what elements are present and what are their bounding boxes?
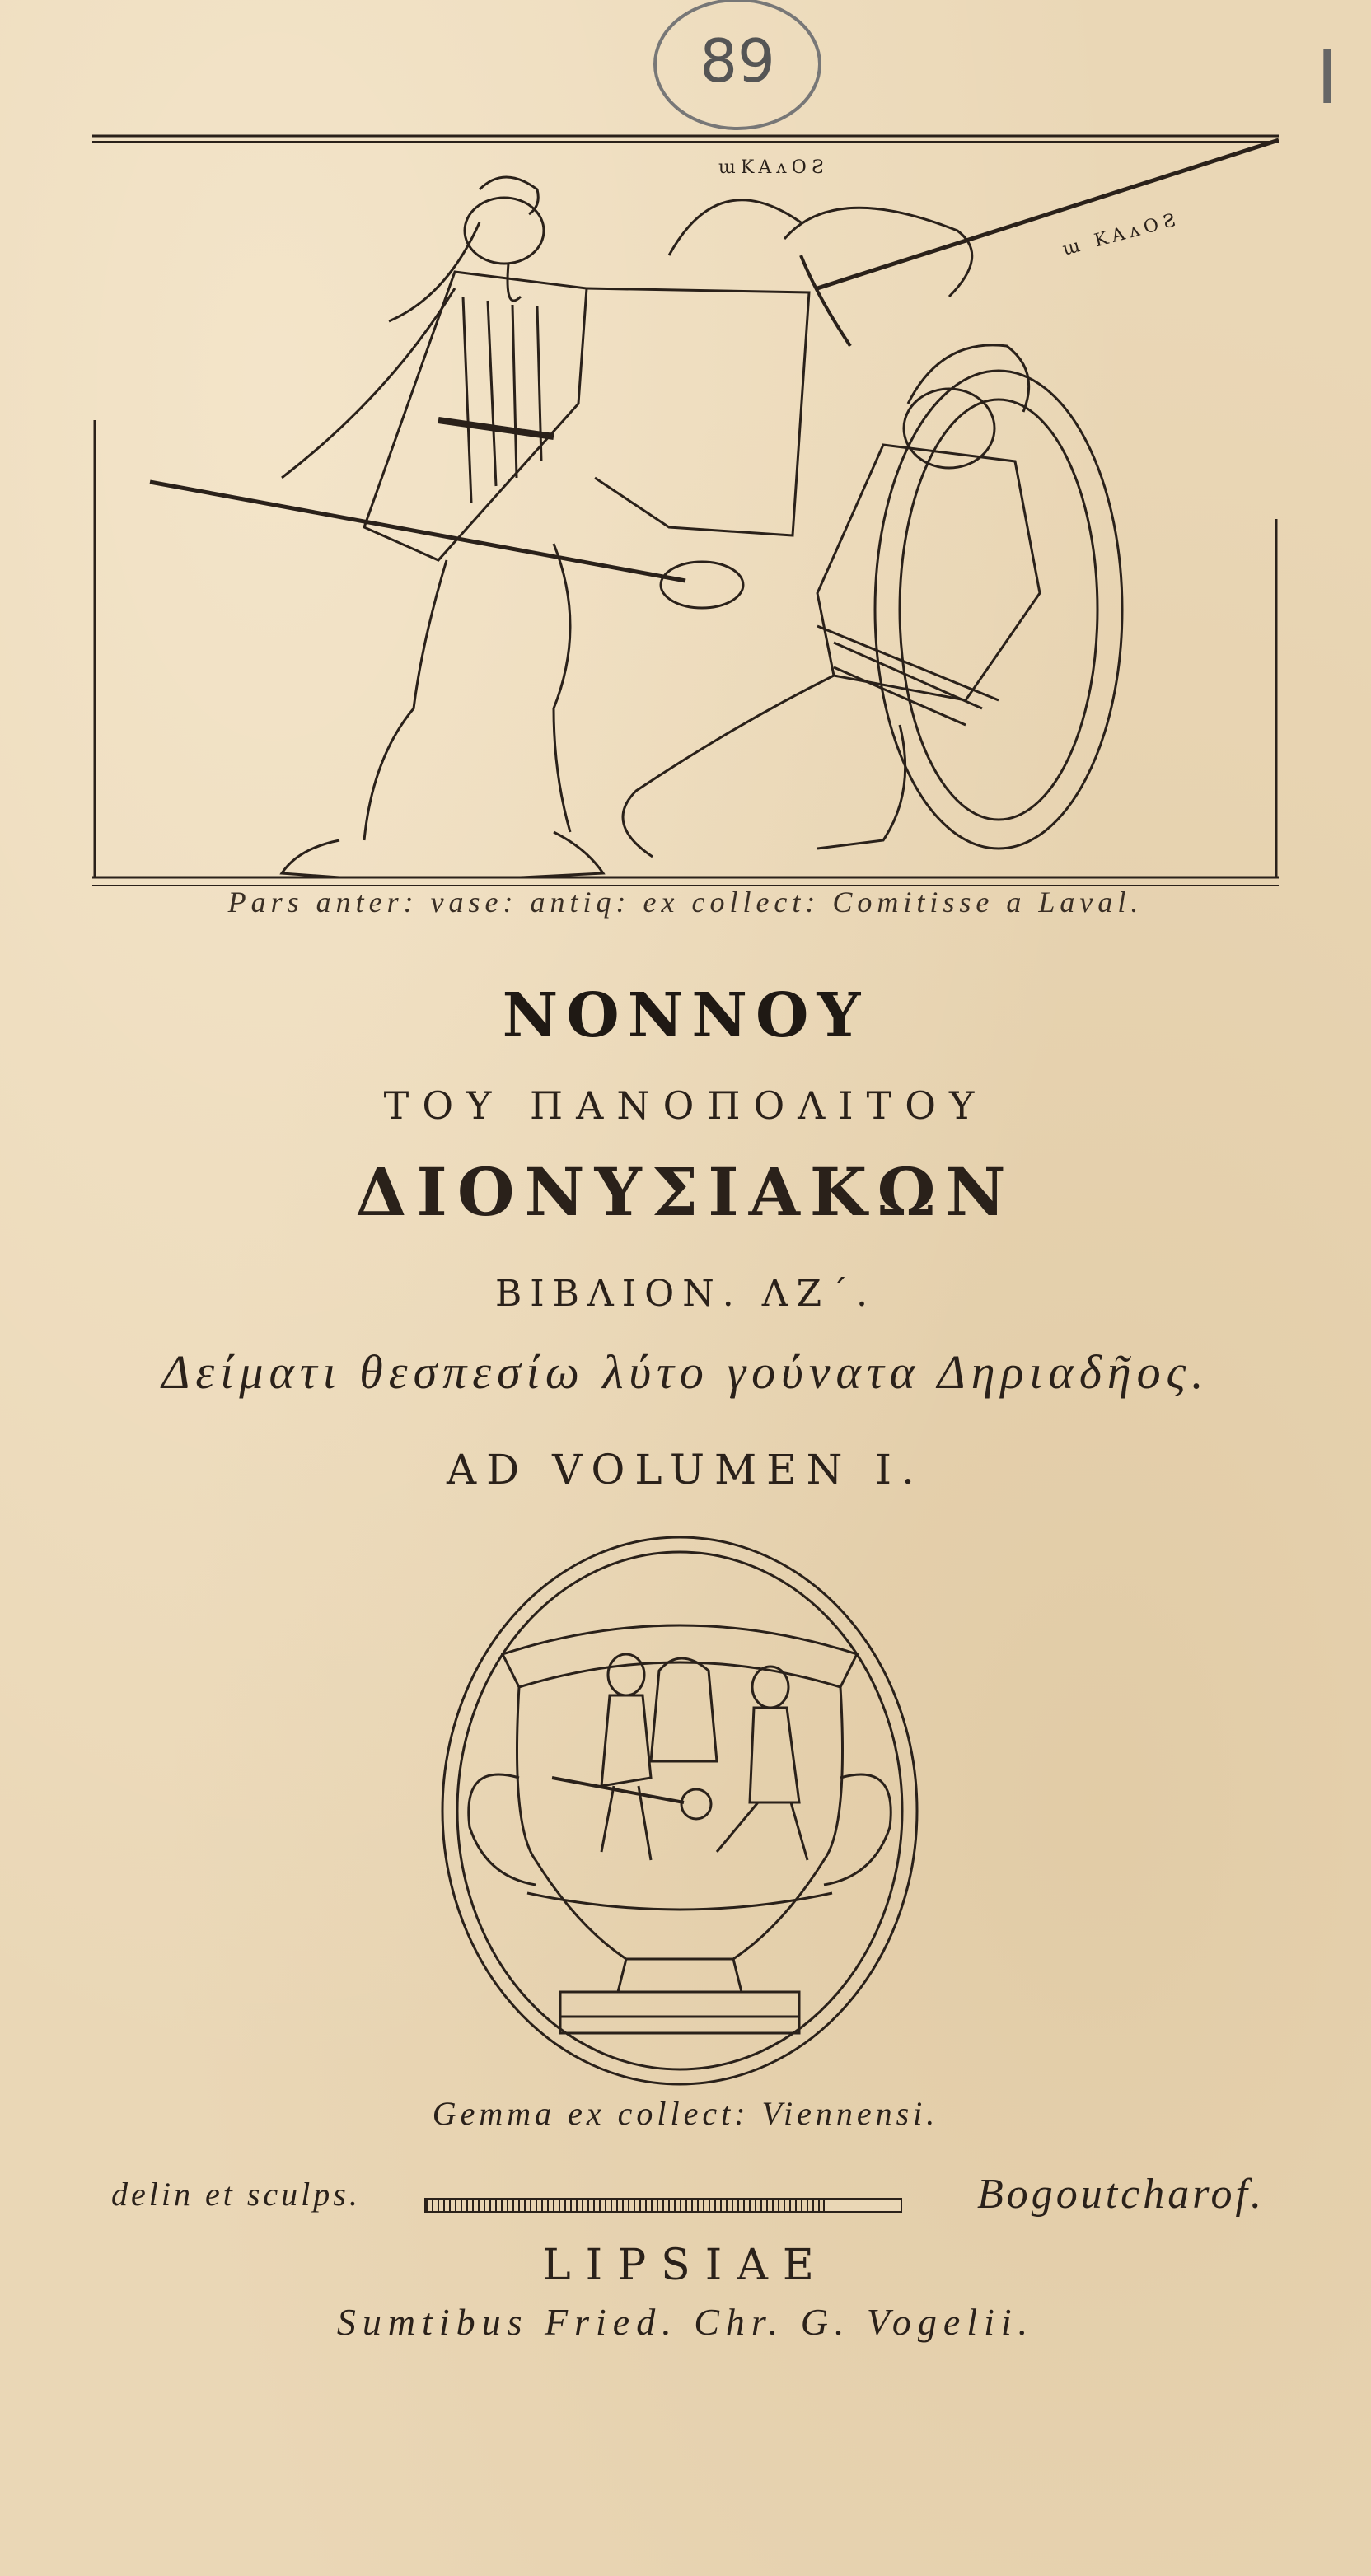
volume-line: AD VOLUMEN I. xyxy=(447,1446,924,1494)
title-author: ΝΟΝΝΟΥ xyxy=(502,980,869,1051)
verse-line: Δείματι θεσπεσίω λύτο γούνατα Δηριαδῆος. xyxy=(161,1345,1210,1399)
gem-vase-illustration xyxy=(437,1531,923,2107)
imprint-publisher: Sumtibus Fried. Chr. G. Vogelii. xyxy=(336,2301,1035,2343)
stamp-number: 89 xyxy=(700,26,775,96)
engraver-name: Bogoutcharof. xyxy=(976,2171,1265,2218)
plate-inscription-right: ɯ KAʌOƧ xyxy=(1060,208,1183,260)
engraver-line xyxy=(111,2171,1265,2232)
corner-mark: I xyxy=(1316,35,1338,121)
title-work: ΔΙΟΝΥΣΙΑΚΩΝ xyxy=(355,1153,1016,1231)
plate-caption: Pars anter: vase: antiq: ex collect: Comitisse a Laval. xyxy=(227,886,1144,919)
combat-scene-illustration xyxy=(92,132,1279,890)
imprint-city: LIPSIAE xyxy=(542,2241,829,2290)
plate-inscription-top: ɯKAʌOƧ xyxy=(718,157,829,178)
title-book: ΒΙΒΛΙΟΝ. ΛΖ΄. xyxy=(494,1273,877,1315)
delin-text: delin et sculps. xyxy=(111,2176,361,2213)
gem-caption: Gemma ex collect: Viennensi. xyxy=(432,2095,939,2132)
engraved-plate xyxy=(92,132,1279,890)
title-subtitle: ΤΟΥ ΠΑΝΟΠΟΛΙΤΟΥ xyxy=(383,1083,988,1128)
gem-vignette xyxy=(437,1531,923,2107)
scale-bar xyxy=(424,2198,902,2213)
